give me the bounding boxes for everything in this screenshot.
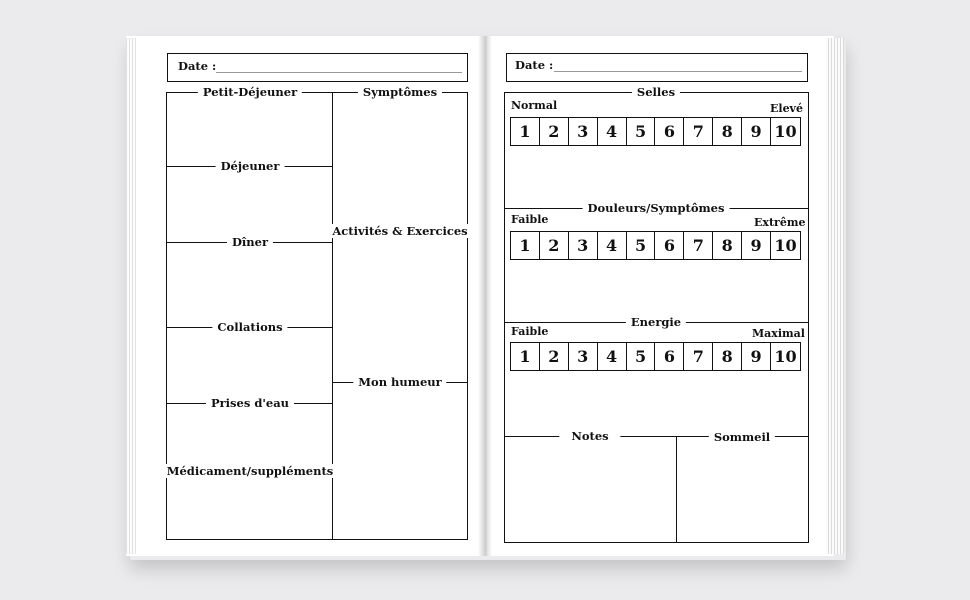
pain-scale-option[interactable]: 7 [684, 232, 713, 259]
energy-scale-option[interactable]: 4 [598, 343, 627, 370]
pain-scale-title: Douleurs/Symptômes [583, 201, 730, 215]
energy-scale-option[interactable]: 7 [684, 343, 713, 370]
pain-scale-option[interactable]: 3 [569, 232, 598, 259]
energy-scale-option[interactable]: 10 [774, 347, 797, 366]
pain-scale-option[interactable]: 5 [627, 232, 656, 259]
stool-scale-option[interactable]: 10 [774, 122, 797, 141]
right-page-edges [826, 38, 844, 554]
left-date-line [216, 72, 462, 73]
notes-sleep-divider [676, 436, 677, 543]
energy-scale-high-label: Maximal [752, 327, 805, 340]
right-date-label: Date : [515, 58, 554, 72]
left-page-edges [126, 38, 136, 554]
pain-scale [510, 231, 801, 260]
stool-scale [510, 117, 801, 146]
dinner-label: Dîner [227, 235, 273, 249]
pain-scale-option[interactable]: 2 [540, 232, 569, 259]
energy-scale-title: Energie [626, 315, 686, 329]
pain-scale-high-label: Extrême [754, 216, 806, 229]
energy-scale-option[interactable]: 8 [713, 343, 742, 370]
symptoms-label: Symptômes [358, 85, 442, 99]
left-grid-bottom-border [166, 539, 468, 540]
stool-scale-option[interactable]: 9 [742, 118, 771, 145]
energy-scale-option[interactable]: 9 [742, 343, 771, 370]
mood-label: Mon humeur [353, 375, 446, 389]
stool-scale-title: Selles [632, 85, 680, 99]
energy-scale-option[interactable]: 6 [655, 343, 684, 370]
stool-scale-option[interactable]: 2 [540, 118, 569, 145]
pain-scale-option[interactable]: 9 [742, 232, 771, 259]
right-date-line [554, 71, 802, 72]
pain-scale-option[interactable]: 6 [655, 232, 684, 259]
water-label: Prises d'eau [206, 396, 294, 410]
left-grid-right-border [467, 92, 468, 540]
medication-label: Médicament/suppléments [164, 464, 337, 478]
book-gutter [478, 36, 492, 556]
energy-scale-option[interactable]: 3 [569, 343, 598, 370]
energy-scale-low-label: Faible [511, 325, 549, 338]
stool-scale-option[interactable]: 3 [569, 118, 598, 145]
stool-scale-option[interactable]: 1 [511, 118, 540, 145]
stool-scale-high-label: Elevé [770, 102, 803, 115]
left-page [126, 36, 482, 556]
stool-scale-low-label: Normal [511, 99, 558, 112]
pain-scale-option[interactable]: 8 [713, 232, 742, 259]
pain-scale-option[interactable]: 4 [598, 232, 627, 259]
stool-scale-option[interactable]: 4 [598, 118, 627, 145]
pain-scale-low-label: Faible [511, 213, 549, 226]
energy-scale-option[interactable]: 5 [627, 343, 656, 370]
snacks-label: Collations [212, 320, 287, 334]
lunch-label: Déjeuner [216, 159, 285, 173]
breakfast-label: Petit-Déjeuner [198, 85, 302, 99]
notes-label: Notes [559, 429, 620, 443]
left-date-label: Date : [178, 59, 217, 73]
stool-scale-option[interactable]: 7 [684, 118, 713, 145]
energy-scale-option[interactable]: 1 [511, 343, 540, 370]
energy-scale-option[interactable]: 2 [540, 343, 569, 370]
energy-scale [510, 342, 801, 371]
pain-scale-option[interactable]: 1 [511, 232, 540, 259]
pain-scale-option[interactable]: 10 [774, 236, 797, 255]
activities-label: Activités & Exercices [329, 224, 470, 238]
stool-scale-option[interactable]: 8 [713, 118, 742, 145]
stool-scale-option[interactable]: 5 [627, 118, 656, 145]
sleep-label: Sommeil [709, 430, 775, 444]
stool-scale-option[interactable]: 6 [655, 118, 684, 145]
